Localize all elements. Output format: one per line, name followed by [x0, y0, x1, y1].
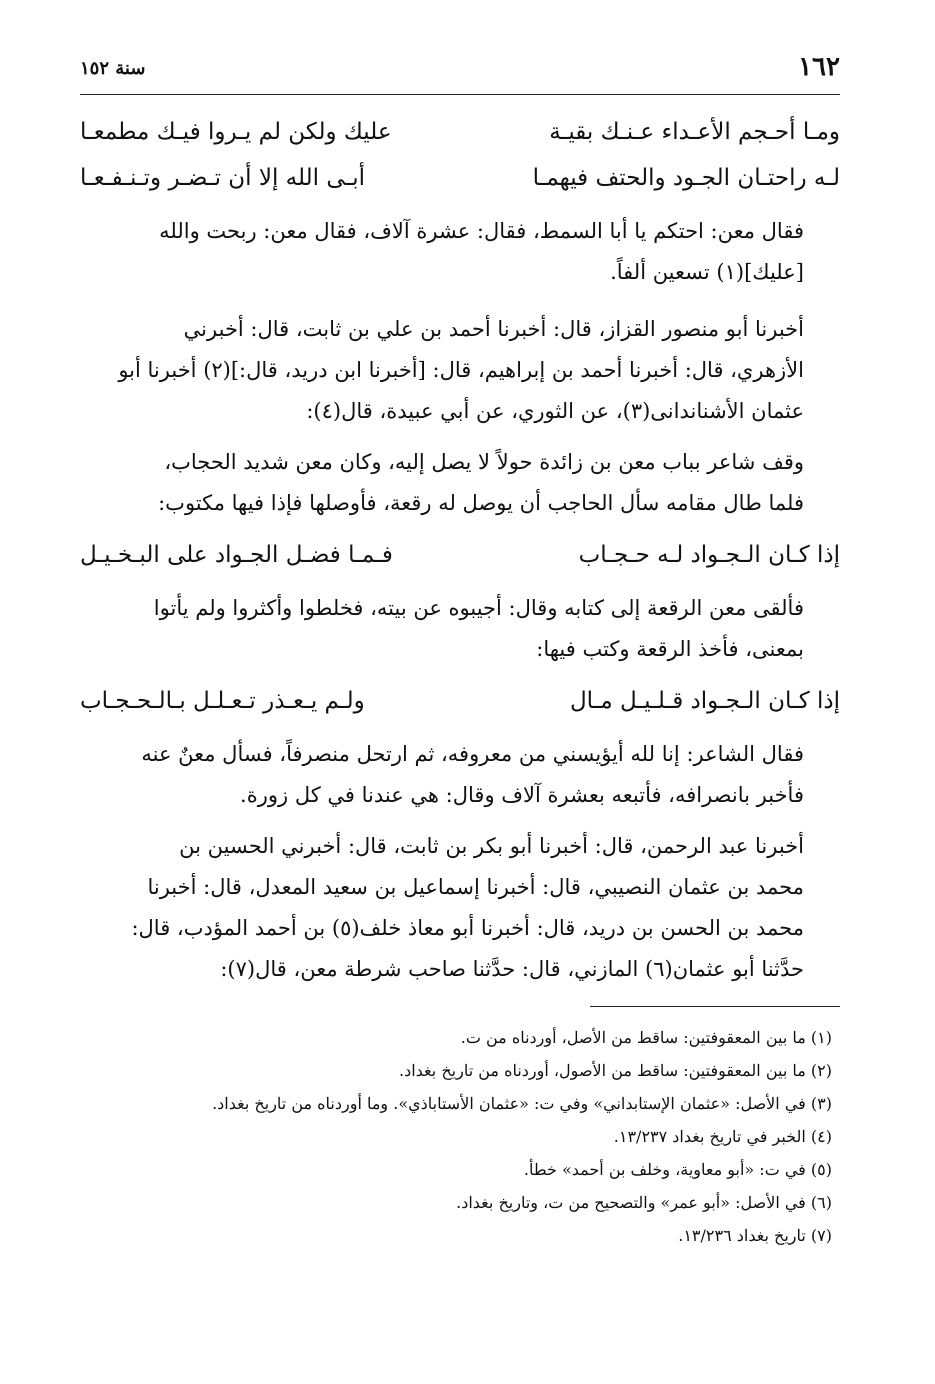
text-line: وقف شاعر بباب معن بن زائدة حولاً لا يصل إليه، وكان معن شديد الحجاب، [164, 450, 804, 474]
year-label: سنة ١٥٢ [80, 58, 146, 79]
footnote-divider [590, 1006, 840, 1007]
poem-verses-top [80, 109, 840, 201]
paragraph-3 [80, 442, 840, 524]
footnote: (١) ما بين المعقوفتين: ساقط من الأصل، أوردناه من ت. [460, 1028, 832, 1047]
text-line: فلما طال مقامه سأل الحاجب أن يوصل له رقعة، فأوصلها فإذا فيها مكتوب: [158, 491, 804, 515]
verse-first-hemistich: ومـا أحـجم الأعـداء عـنـك بقيـة [549, 119, 840, 145]
text-line: محمد بن الحسن بن دريد، قال: أخبرنا أبو معاذ خلف(٥) بن أحمد المؤدب، قال: [131, 916, 804, 940]
verse-first-hemistich: لـه راحتـان الجـود والحتف فيهمـا [532, 165, 840, 191]
paragraph-5 [80, 734, 840, 816]
text-line: أخبرنا أبو منصور القزاز، قال: أخبرنا أحمد بن علي بن ثابت، قال: أخبرني [183, 317, 804, 341]
text-line: فقال معن: احتكم يا أبا السمط، فقال: عشرة آلاف، فقال معن: ربحت والله [159, 219, 804, 243]
verse-first-hemistich: إذا كـان الـجـواد لـه حـجـاب [578, 542, 840, 568]
verse [80, 155, 840, 201]
footnotes [80, 1021, 840, 1252]
paragraph-2 [80, 309, 840, 432]
book-page [80, 50, 840, 1252]
footnote: (٣) في الأصل: «عثمان الإستابداني» وفي ت: «عثمان الأستاباذي». وما أوردناه من تاريخ بغداد. [212, 1094, 832, 1113]
text-line: محمد بن عثمان النصيبي، قال: أخبرنا إسماعيل بن سعيد المعدل، قال: أخبرنا [147, 875, 804, 899]
page-header [80, 50, 840, 95]
paragraph-1 [80, 211, 840, 293]
footnote: (٥) في ت: «أبو معاوية، وخلف بن أحمد» خطأ. [523, 1160, 832, 1179]
paragraph-6 [80, 826, 840, 990]
verse-second-hemistich: ولـم يـعـذر تـعـلـل بـالـحـجـاب [80, 688, 365, 714]
text-line: أخبرنا عبد الرحمن، قال: أخبرنا أبو بكر بن ثابت، قال: أخبرني الحسين بن [179, 834, 804, 858]
verse-mid-1 [80, 532, 840, 578]
text-line: فأخبر بانصرافه، فأتبعه بعشرة آلاف وقال: هي عندنا في كل زورة. [240, 783, 804, 807]
paragraph-4 [80, 588, 840, 670]
verse-second-hemistich: أبـى الله إلا أن تـضـر وتـنـفـعـا [80, 165, 366, 191]
verse-second-hemistich: فـمـا فضـل الجـواد على البـخـيـل [80, 542, 393, 568]
verse-second-hemistich: عليك ولكن لم يـروا فيـك مطمعـا [80, 119, 392, 145]
verse-first-hemistich: إذا كـان الـجـواد قـلـيـل مـال [569, 688, 840, 714]
footnote: (٦) في الأصل: «أبو عمر» والتصحيح من ت، وتاريخ بغداد. [456, 1193, 832, 1212]
text-line: عثمان الأشناندانى(٣)، عن الثوري، عن أبي عبيدة، قال(٤): [306, 399, 804, 423]
text-line: فألقى معن الرقعة إلى كتابه وقال: أجيبوه عن بيته، فخلطوا وأكثروا ولم يأتوا [153, 596, 804, 620]
verse [80, 109, 840, 155]
text-line: فقال الشاعر: إنا لله أيؤيسني من معروفه، ثم ارتحل منصرفاً، فسأل معنٌ عنه [141, 742, 804, 766]
footnote: (٤) الخبر في تاريخ بغداد ١٣/٢٣٧. [613, 1127, 832, 1146]
text-line: حدَّثنا أبو عثمان(٦) المازني، قال: حدَّثنا صاحب شرطة معن، قال(٧): [220, 957, 804, 981]
text-line: [عليك](١) تسعين ألفاً. [610, 260, 804, 284]
page-number: ١٦٢ [798, 52, 840, 82]
text-line: بمعنى، فأخذ الرقعة وكتب فيها: [536, 637, 804, 661]
footnote: (٢) ما بين المعقوفتين: ساقط من الأصول، أوردناه من تاريخ بغداد. [399, 1061, 832, 1080]
text-line: الأزهري، قال: أخبرنا أحمد بن إبراهيم، قال: [أخبرنا ابن دريد، قال:](٢) أخبرنا أبو [118, 358, 804, 382]
footnote: (٧) تاريخ بغداد ١٣/٢٣٦. [678, 1226, 832, 1245]
verse-mid-2 [80, 678, 840, 724]
